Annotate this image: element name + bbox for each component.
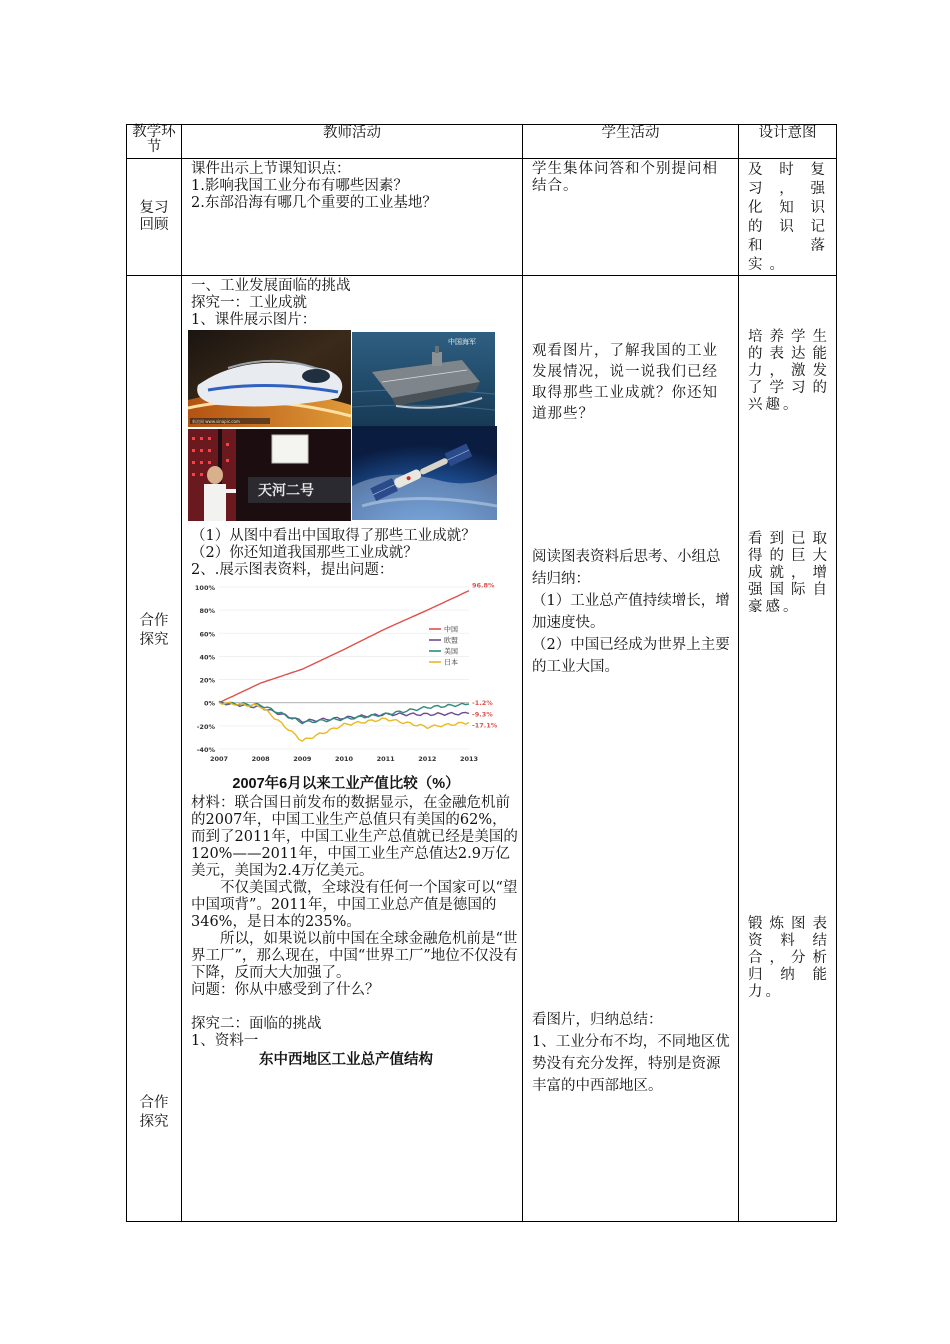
data-1-label: 1、资料一 xyxy=(191,1033,259,1049)
step-2-label: 2、.展示图表资料，提出问题： xyxy=(191,562,394,578)
header-row xyxy=(127,125,837,159)
chart-legend-label: 欧盟 xyxy=(444,636,458,645)
chart-xtick-label: 2008 xyxy=(251,755,270,763)
teacher-review-cell xyxy=(182,159,523,276)
design-explore-cell xyxy=(739,276,837,1222)
chart-xtick-label: 2013 xyxy=(459,755,479,763)
chart-ytick-label: 40% xyxy=(199,653,215,662)
chart-ytick-label: -20% xyxy=(196,722,215,731)
photo-question-1: （1）从图中看出中国取得了那些工业成就？ xyxy=(191,528,476,544)
chart-xtick-label: 2012 xyxy=(418,755,437,763)
chart-ytick-label: 80% xyxy=(199,607,215,616)
step-1-label: 1、课件展示图片： xyxy=(191,312,317,328)
review-row xyxy=(127,159,837,276)
lesson-plan-table xyxy=(126,124,837,1222)
chart-end-label: -17.1% xyxy=(472,721,498,730)
student-explore-cell xyxy=(523,276,739,1222)
student-block-3-line-1: 看图片，归纳总结： xyxy=(532,1012,663,1028)
data-1-title: 东中西地区工业总产值结构 xyxy=(259,1052,433,1068)
inquiry-2-title: 探究二：面临的挑战 xyxy=(191,1016,322,1032)
header-design: 设计意图 xyxy=(739,125,837,159)
student-block-2 xyxy=(532,546,732,678)
student-review-cell: 学生集体问答和个别提问相结合。 xyxy=(523,159,739,276)
chart-xtick-label: 2010 xyxy=(334,755,354,763)
chart-legend-label: 美国 xyxy=(444,647,458,656)
design-block-1: 培养学生的表达能力，激发了学习的兴趣。 xyxy=(748,329,830,413)
photo-aircraft-carrier xyxy=(352,332,495,426)
chart-ytick-label: -40% xyxy=(196,746,215,754)
chart-legend-label: 日本 xyxy=(444,658,458,667)
inquiry-1-title: 探究一：工业成就 xyxy=(191,295,307,311)
header-teacher: 教师活动 xyxy=(182,125,523,159)
photo-space-docking xyxy=(352,426,497,520)
achievement-photos xyxy=(191,330,501,526)
chart-xtick-label: 2011 xyxy=(376,755,395,763)
student-block-3-line-2: 1、工业分布不均，不同地区优势没有充分发挥，特别是资源丰富的中西部地区。 xyxy=(532,1034,730,1094)
stage-explore-cell xyxy=(127,276,182,1222)
material-paragraph-3: 所以，如果说以前中国在全球金融危机前是“世界工厂”，那么现在，中国“世界工厂”地位不仅没有下降，反而大大加强了。 xyxy=(191,931,518,981)
student-block-1: 观看图片，了解我国的工业发展情况，说一说我们已经取得那些工业成就？你还知道那些？ xyxy=(532,343,718,422)
industrial-output-chart xyxy=(191,579,501,774)
design-review-cell: 及时复习，强化知识的识记和落实。 xyxy=(739,159,837,276)
review-line-1: 课件出示上节课知识点： xyxy=(191,161,351,177)
explore-row xyxy=(127,276,837,1222)
section-title: 一、工业发展面临的挑战 xyxy=(191,278,351,294)
photo-high-speed-train xyxy=(188,330,351,427)
chart-end-label: -1.2% xyxy=(472,699,493,708)
material-question: 问题：你从中感受到了什么？ xyxy=(191,982,380,998)
chart-ytick-label: 0% xyxy=(203,699,215,708)
stage-review: 复习回顾 xyxy=(127,159,182,276)
material-paragraph-2: 不仅美国式微，全球没有任何一个国家可以“望中国项背”。2011年，中国工业总产值是德国的346%，是日本的235%。 xyxy=(191,880,518,930)
chart-end-label: 96.8% xyxy=(472,581,495,590)
design-block-3: 锻炼图表资料结合，分析归纳能力。 xyxy=(748,916,830,1000)
student-block-3 xyxy=(532,1009,732,1097)
stage-explore-bottom: 合作探究 xyxy=(139,1095,169,1130)
chart-end-label: -9.3% xyxy=(472,710,493,719)
review-line-2: 1.影响我国工业分布有哪些因素？ xyxy=(191,178,408,194)
chart-svg xyxy=(191,579,501,774)
review-line-3: 2.东部沿海有哪几个重要的工业基地？ xyxy=(191,195,437,211)
design-block-2: 看到已取得的巨大成就，增强国际自豪感。 xyxy=(748,531,830,615)
tianhe-sign: 天河二号 xyxy=(258,483,314,499)
header-stage: 教学环节 xyxy=(127,125,182,159)
chart-series-line-1 xyxy=(219,591,469,703)
chart-xtick-label: 2009 xyxy=(293,755,312,763)
teacher-explore-cell xyxy=(182,276,523,1222)
stage-explore-top: 合作探究 xyxy=(139,613,169,648)
carrier-photo-caption: 中国海军 xyxy=(448,338,476,346)
chart-ytick-label: 100% xyxy=(194,584,215,592)
student-block-2-line-3: （2）中国已经成为世界上主要的工业大国。 xyxy=(532,637,730,675)
chart-ytick-label: 60% xyxy=(199,630,215,639)
photo-question-2: （2）你还知道我国那些工业成就？ xyxy=(191,545,418,561)
header-student: 学生活动 xyxy=(523,125,739,159)
chart-xtick-label: 2007 xyxy=(209,755,229,763)
student-block-2-line-2: （1）工业总产值持续增长，增加速度快。 xyxy=(532,593,730,631)
material-paragraph-1: 材料：联合国日前发布的数据显示，在金融危机前的2007年，中国工业生产总值只有美国的62%，而到了2011年，中国工业生产总值就已经是美国的120%——2011年，中国工业生产总值达2.9万亿美元，美国为2.4万亿美元。 xyxy=(191,795,518,879)
train-photo-credit: 新浪网 www.sinapic.com xyxy=(192,419,240,424)
photo-supercomputer xyxy=(188,429,351,521)
chart-legend-label: 中国 xyxy=(444,625,458,634)
chart-caption: 2007年6月以来工业产值比较（%） xyxy=(232,776,460,792)
chart-ytick-label: 20% xyxy=(199,676,215,685)
student-block-2-line-1: 阅读图表资料后思考、小组总结归纳： xyxy=(532,549,721,587)
